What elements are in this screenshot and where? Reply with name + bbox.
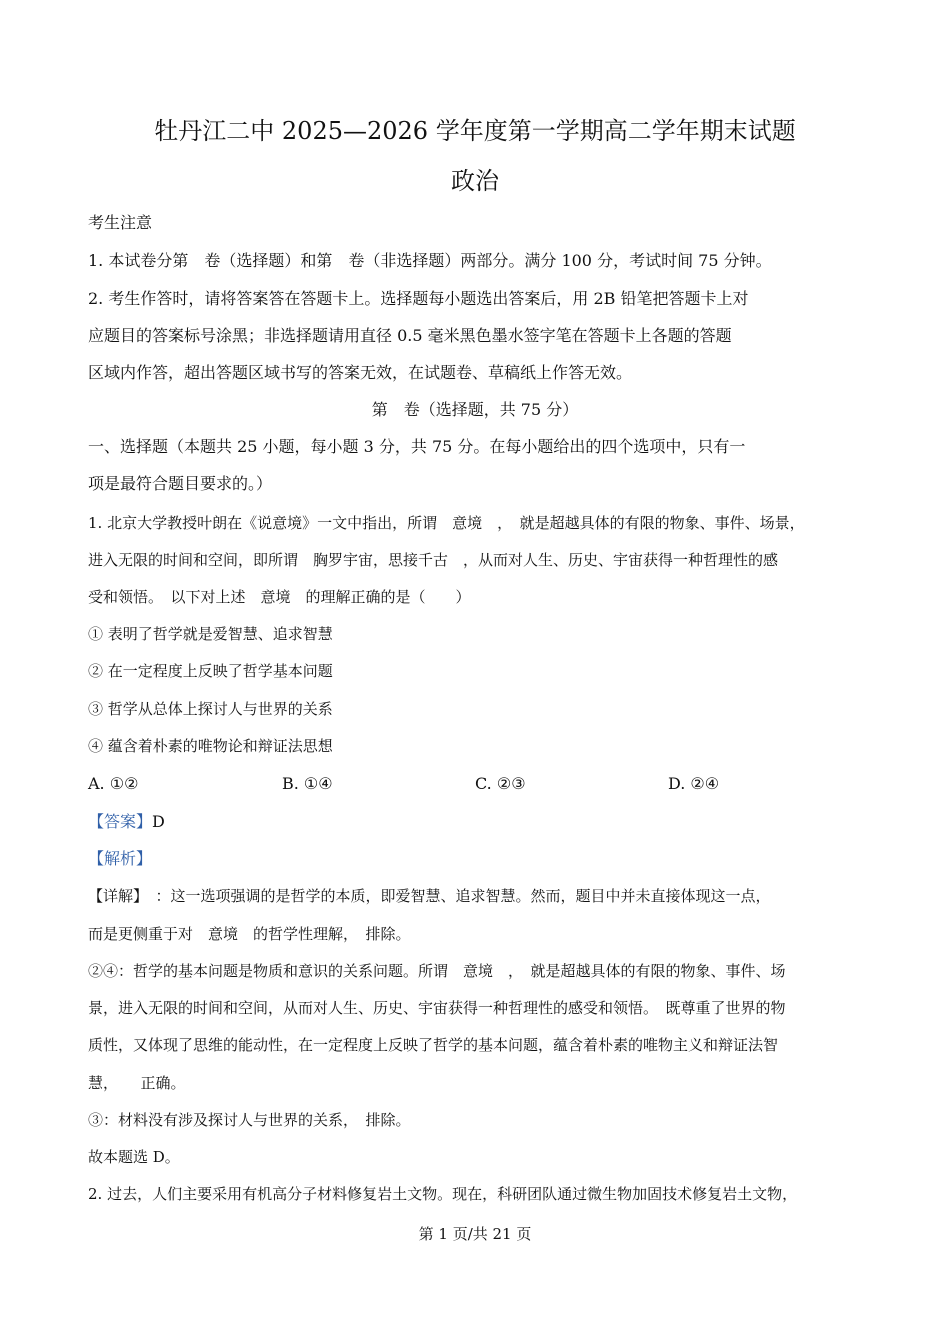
q1-detail-2: 而是更侧重于对 意境 的哲学性理解， 排除。 [88,925,411,943]
q1-detail-7: ③：材料没有涉及探讨人与世界的关系， 排除。 [88,1111,411,1129]
q1-answer [88,811,165,833]
q1-detail-3: ②④：哲学的基本问题是物质和意识的关系问题。所谓 意境 ， 就是超越具体的有限的物象、事件、场 [88,962,786,980]
exam-title: 牡丹江二中 2025—2026 学年度第一学期高二学年期末试题 [154,117,796,145]
q1-detail-6: 慧， 正确。 [88,1074,186,1092]
q1-statement-4: ④ 蕴含着朴素的唯物论和辩证法思想 [88,737,333,755]
answer-label: 【答案】 [88,812,153,831]
q1-detail-5: 质性，又体现了思维的能动性，在一定程度上反映了哲学的基本问题，蕴含着朴素的唯物主义和辩证法智 [88,1036,779,1054]
q1-analysis-label: 【解析】 [88,849,153,868]
q1-statement-2: ② 在一定程度上反映了哲学基本问题 [88,662,333,680]
q1-detail-8: 故本题选 D。 [88,1148,180,1166]
answer-value: D [152,812,165,831]
part1-heading: 第 卷（选择题，共 75 分） [371,400,579,419]
notice-heading: 考生注意 [88,213,153,232]
notice-line-4: 区域内作答，超出答题区域书写的答案无效，在试题卷、草稿纸上作答无效。 [88,363,633,382]
q1-option-c: C. ②③ [475,774,526,793]
part1-instruction-2: 项是最符合题目要求的。） [88,474,273,493]
q2-stem: 2. 过去，人们主要采用有机高分子材料修复岩土文物。现在，科研团队通过微生物加固技术修复岩土文物， [88,1185,798,1203]
subject-title: 政治 [451,167,499,195]
q1-stem-3: 受和领悟。 以下对上述 意境 的理解正确的是（ ） [88,588,471,606]
notice-line-2: 2. 考生作答时，请将答案答在答题卡上。选择题每小题选出答案后，用 2B 铅笔把答题卡上对 [88,289,749,308]
part1-instruction-1: 一、选择题（本题共 25 小题，每小题 3 分，共 75 分。在每小题给出的四个选项中，只有一 [88,437,746,456]
q1-option-a: A. ①② [88,774,139,793]
q1-detail-4: 景，进入无限的时间和空间，从而对人生、历史、宇宙获得一种哲理性的感受和领悟。 既尊重了世界的物 [88,999,786,1017]
q1-statement-3: ③ 哲学从总体上探讨人与世界的关系 [88,700,333,718]
q1-stem-1: 1. 北京大学教授叶朗在《说意境》一文中指出，所谓 意境 ， 就是超越具体的有限的物象、事件、场景， [88,514,805,532]
page-footer: 第 1 页/共 21 页 [418,1225,532,1243]
q1-option-d: D. ②④ [668,774,720,793]
q1-statement-1: ① 表明了哲学就是爱智慧、追求智慧 [88,625,333,643]
detail-label: 【详解】 [88,887,141,905]
notice-line-1: 1. 本试卷分第 卷（选择题）和第 卷（非选择题）两部分。满分 100 分，考试时间 75 分钟。 [88,251,772,270]
q1-option-b: B. ①④ [282,774,333,793]
detail-text: ：这一选项强调的是哲学的本质，即爱智慧、追求智慧。然而，题目中并未直接体现这一点， [140,887,771,905]
q1-stem-2: 进入无限的时间和空间，即所谓 胸罗宇宙，思接千古 ，从而对人生、历史、宇宙获得一种哲理性的感 [88,551,779,569]
q1-detail-1 [88,885,771,907]
notice-line-3: 应题目的答案标号涂黑；非选择题请用直径 0.5 毫米黑色墨水签字笔在答题卡上各题的答题 [88,326,732,345]
